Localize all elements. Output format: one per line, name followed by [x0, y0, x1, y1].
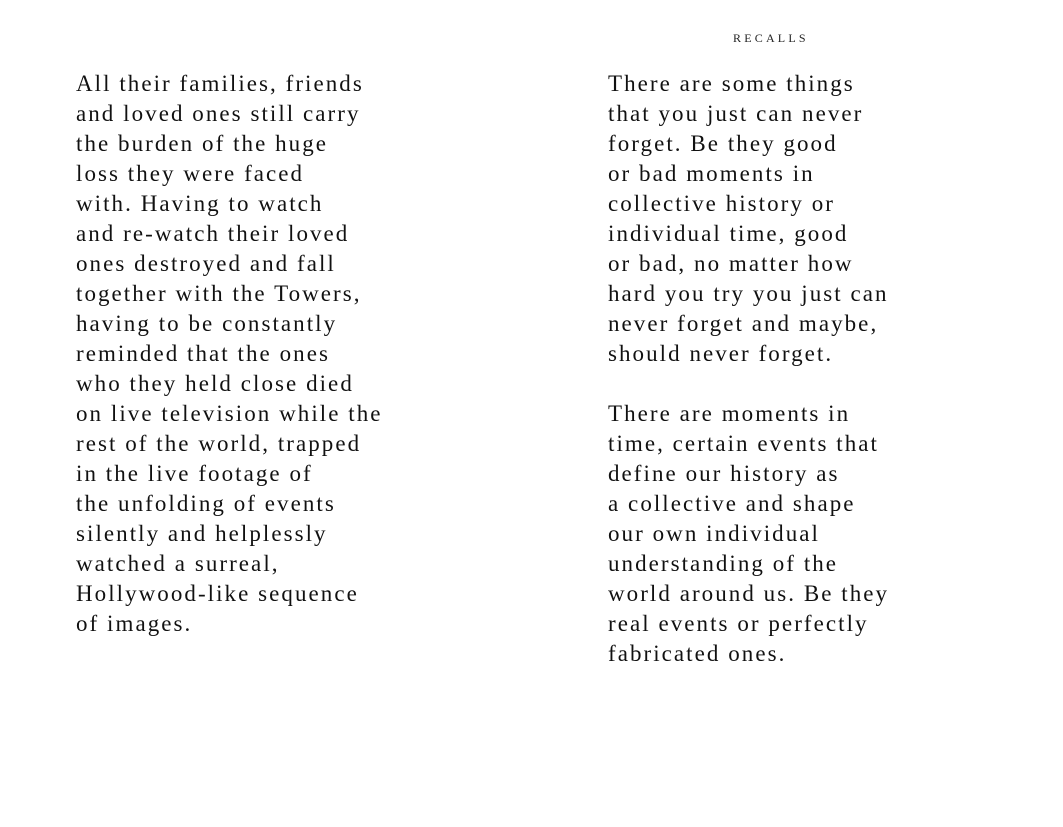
text-line: in the live footage of: [76, 461, 313, 486]
text-line: collective history or: [608, 191, 835, 216]
text-line: on live television while the: [76, 401, 383, 426]
text-line: All their families, friends: [76, 71, 364, 96]
text-line: never forget and maybe,: [608, 311, 879, 336]
text-line: a collective and shape: [608, 491, 856, 516]
text-line: reminded that the ones: [76, 341, 330, 366]
text-line: There are some things: [608, 71, 855, 96]
left-paragraph-1: [76, 69, 383, 639]
text-line: who they held close died: [76, 371, 354, 396]
left-column: [76, 69, 383, 639]
text-line: silently and helplessly: [76, 521, 328, 546]
text-line: world around us. Be they: [608, 581, 890, 606]
text-line: There are moments in: [608, 401, 851, 426]
text-line: with. Having to watch: [76, 191, 324, 216]
text-line: that you just can never: [608, 101, 864, 126]
text-line: define our history as: [608, 461, 840, 486]
text-line: together with the Towers,: [76, 281, 362, 306]
text-line: time, certain events that: [608, 431, 879, 456]
right-paragraph-2: [608, 399, 889, 669]
text-line: the unfolding of events: [76, 491, 336, 516]
text-line: loss they were faced: [76, 161, 305, 186]
text-line: fabricated ones.: [608, 641, 787, 666]
text-line: and loved ones still carry: [76, 101, 361, 126]
text-line: forget. Be they good: [608, 131, 838, 156]
text-line: individual time, good: [608, 221, 849, 246]
text-line: understanding of the: [608, 551, 839, 576]
text-line: or bad moments in: [608, 161, 815, 186]
text-line: and re-watch their loved: [76, 221, 350, 246]
text-line: the burden of the huge: [76, 131, 329, 156]
text-line: having to be constantly: [76, 311, 338, 336]
text-line: or bad, no matter how: [608, 251, 854, 276]
text-line: rest of the world, trapped: [76, 431, 362, 456]
text-line: of images.: [76, 611, 193, 636]
text-line: should never forget.: [608, 341, 834, 366]
text-line: ones destroyed and fall: [76, 251, 336, 276]
text-line: watched a surreal,: [76, 551, 280, 576]
running-header: RECALLS: [733, 31, 809, 45]
text-line: real events or perfectly: [608, 611, 869, 636]
text-line: hard you try you just can: [608, 281, 889, 306]
right-paragraph-1: [608, 69, 889, 369]
text-line: Hollywood-like sequence: [76, 581, 359, 606]
text-line: our own individual: [608, 521, 820, 546]
right-column: [608, 69, 889, 669]
